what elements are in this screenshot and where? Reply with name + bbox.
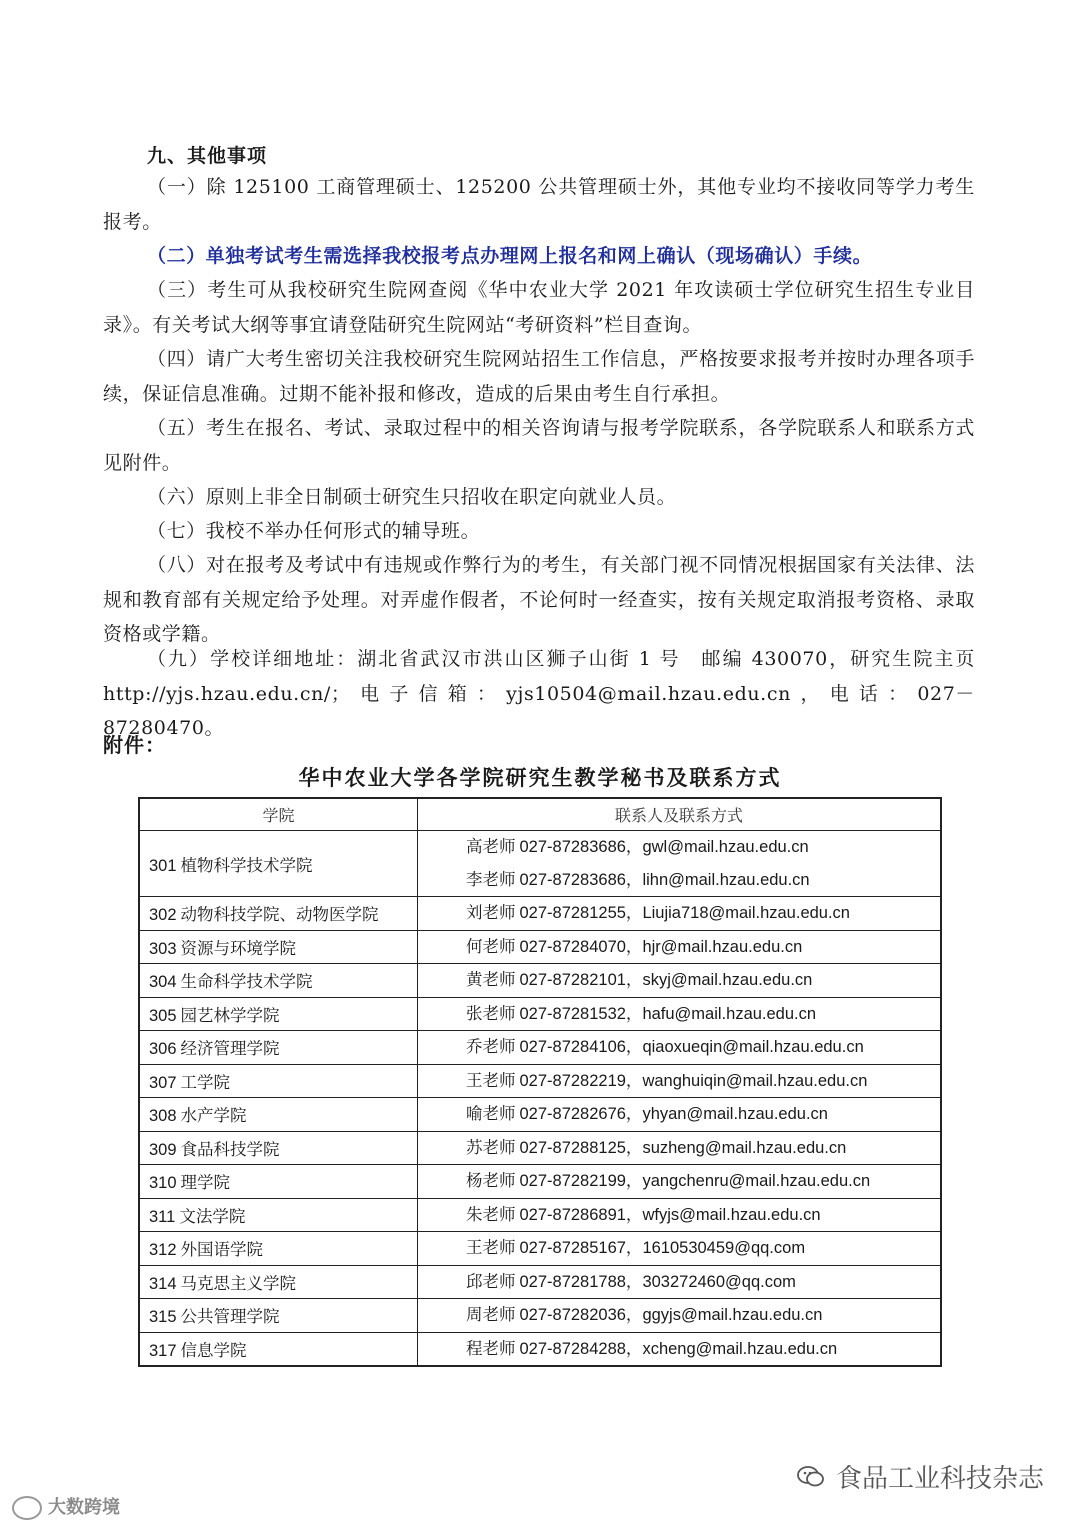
table-row [139, 1131, 941, 1165]
contact-phone: 027-87281532， [519, 1004, 643, 1023]
college-cell [139, 1031, 418, 1065]
contact-person: 李老师 [466, 869, 516, 889]
contact-email[interactable]: hjr@mail.hzau.edu.cn [642, 937, 803, 956]
watermark-left-text: 大数跨境 [48, 1497, 120, 1518]
college-cell [139, 1198, 418, 1232]
table-row [139, 1265, 941, 1299]
contact-line [466, 1266, 940, 1299]
college-cell [139, 930, 418, 964]
table-row [139, 1098, 941, 1132]
contact-cell [418, 897, 942, 931]
watermark-right-text: 食品工业科技杂志 [835, 1464, 1044, 1494]
contact-cell [418, 997, 942, 1031]
contact-email[interactable]: yhyan@mail.hzau.edu.cn [642, 1105, 828, 1123]
contact-cell [418, 831, 942, 897]
college-code: 311 [149, 1207, 176, 1226]
contact-phone: 027-87281255， [519, 904, 643, 922]
watermark-left [12, 1493, 120, 1520]
contact-person: 苏老师 [466, 1137, 516, 1157]
contact-line [466, 998, 940, 1031]
contact-person: 王老师 [466, 1238, 516, 1257]
college-code: 305 [149, 1006, 177, 1025]
table-body [139, 831, 941, 1367]
contact-cell [418, 1265, 942, 1299]
contact-person: 朱老师 [466, 1204, 516, 1224]
header-contact: 联系人及联系方式 [418, 798, 942, 831]
contact-person: 何老师 [466, 936, 516, 956]
contact-email[interactable]: wfyjs@mail.hzau.edu.cn [642, 1205, 821, 1224]
contact-phone: 027-87283686， [519, 870, 643, 889]
contact-cell [418, 1165, 942, 1199]
contact-line [466, 864, 940, 897]
contact-line [466, 897, 940, 930]
college-code: 317 [149, 1341, 177, 1360]
college-cell [139, 831, 418, 897]
contact-person: 周老师 [466, 1305, 516, 1324]
contact-phone: 027-87288125， [519, 1138, 643, 1157]
contact-phone: 027-87284288， [519, 1339, 643, 1358]
item-4: （四）请广大考生密切关注我校研究生院网站招生工作信息，严格按要求报考并按时办理各项手续，保证信息准确。过期不能补报和修改，造成的后果由考生自行承担。 [103, 348, 975, 405]
contact-cell [418, 964, 942, 998]
college-code: 306 [149, 1040, 177, 1059]
table-header-row [139, 798, 941, 831]
item-6: （六）原则上非全日制硕士研究生只招收在职定向就业人员。 [147, 486, 677, 508]
contact-phone: 027-87284106， [519, 1038, 643, 1056]
college-code: 315 [149, 1308, 177, 1327]
contact-cell [418, 1131, 942, 1165]
contact-email[interactable]: ggyjs@mail.hzau.edu.cn [642, 1306, 823, 1324]
contact-person: 邱老师 [466, 1271, 516, 1291]
item-9: （九）学校详细地址：湖北省武汉市洪山区狮子山街 1 号 邮编 430070，研究生院主页 http://yjs.hzau.edu.cn/；电子信箱：yjs10504@mail.hzau.edu.cn，电话：027－87280470。 [103, 648, 975, 739]
table-row [139, 1232, 941, 1266]
contact-person: 程老师 [466, 1338, 516, 1358]
table-row [139, 1165, 941, 1199]
table-row [139, 964, 941, 998]
college-code: 312 [149, 1241, 177, 1260]
item-8: （八）对在报考及考试中有违规或作弊行为的考生，有关部门视不同情况根据国家有关法律、法规和教育部有关规定给予处理。对弄虚作假者，不论何时一经查实，按有关规定取消报考资格、录取资格或学籍。 [103, 554, 975, 645]
contact-email[interactable]: lihn@mail.hzau.edu.cn [642, 870, 810, 889]
item-7: （七）我校不举办任何形式的辅导班。 [147, 520, 481, 542]
contact-person: 杨老师 [466, 1171, 516, 1190]
table-row [139, 897, 941, 931]
college-cell [139, 1299, 418, 1333]
college-code: 307 [149, 1073, 177, 1092]
contact-email[interactable]: skyj@mail.hzau.edu.cn [642, 971, 813, 989]
contact-line [466, 1098, 940, 1131]
table-row [139, 1332, 941, 1366]
contact-phone: 027-87281788， [519, 1272, 643, 1291]
college-cell [139, 964, 418, 998]
contact-phone: 027-87282101， [519, 971, 643, 989]
college-code: 302 [149, 906, 177, 925]
college-cell [139, 997, 418, 1031]
table-row [139, 1299, 941, 1333]
college-name: 信息学院 [180, 1340, 247, 1360]
contact-line [466, 1132, 940, 1165]
contact-person: 高老师 [466, 837, 516, 856]
watermark-right [796, 1458, 1044, 1495]
college-cell [139, 1265, 418, 1299]
table-title: 华中农业大学各学院研究生教学秘书及联系方式 [298, 765, 782, 790]
contact-cell [418, 1064, 942, 1098]
college-code: 310 [149, 1174, 177, 1193]
header-college: 学院 [139, 798, 418, 831]
table-row [139, 930, 941, 964]
contact-cell [418, 1031, 942, 1065]
contact-email[interactable]: suzheng@mail.hzau.edu.cn [642, 1138, 847, 1157]
contact-phone: 027-87283686， [519, 838, 643, 856]
contact-line [466, 931, 940, 964]
college-code: 314 [149, 1274, 177, 1293]
contact-cell [418, 1198, 942, 1232]
table-row [139, 997, 941, 1031]
college-name: 资源与环境学院 [180, 938, 297, 958]
college-name: 植物科学技术学院 [180, 855, 313, 875]
contact-person: 王老师 [466, 1070, 516, 1090]
college-cell [139, 1064, 418, 1098]
table-row [139, 1198, 941, 1232]
contact-person: 黄老师 [466, 970, 516, 989]
contact-email[interactable]: hafu@mail.hzau.edu.cn [642, 1004, 817, 1023]
college-name: 马克思主义学院 [180, 1273, 297, 1293]
contact-email[interactable]: yangchenru@mail.hzau.edu.cn [642, 1172, 871, 1190]
college-name: 工学院 [180, 1072, 231, 1092]
contact-phone: 027-87282036， [519, 1306, 643, 1324]
college-cell [139, 897, 418, 931]
college-code: 308 [149, 1107, 177, 1126]
contact-cell [418, 1299, 942, 1333]
table-row [139, 831, 941, 897]
item-5: （五）考生在报名、考试、录取过程中的相关咨询请与报考学院联系，各学院联系人和联系方式见附件。 [103, 417, 975, 474]
college-cell [139, 1098, 418, 1132]
item-1: （一）除 125100 工商管理硕士、125200 公共管理硕士外，其他专业均不接收同等学力考生报考。 [103, 176, 975, 233]
contact-phone: 027-87282219， [519, 1071, 643, 1090]
contact-line [466, 1031, 940, 1064]
contact-email[interactable]: 1610530459@qq.com [642, 1239, 806, 1257]
college-name: 食品科技学院 [180, 1139, 280, 1159]
contact-person: 张老师 [466, 1003, 516, 1023]
contacts-table [138, 797, 942, 1367]
college-name: 生命科学技术学院 [180, 972, 313, 992]
college-cell [139, 1332, 418, 1366]
contact-line [466, 1333, 940, 1366]
wechat-icon [796, 1464, 826, 1490]
contact-cell [418, 1232, 942, 1266]
contact-email[interactable]: 303272460@qq.com [642, 1272, 796, 1291]
contact-person: 喻老师 [466, 1104, 516, 1123]
contact-line [466, 1299, 940, 1332]
contact-phone: 027-87285167， [519, 1239, 643, 1257]
college-cell [139, 1165, 418, 1199]
contact-email[interactable]: Liujia718@mail.hzau.edu.cn [642, 904, 850, 922]
contact-cell [418, 1332, 942, 1366]
contact-phone: 027-87282676， [519, 1105, 643, 1123]
contact-line [466, 1199, 940, 1232]
item-3: （三）考生可从我校研究生院网查阅《华中农业大学 2021 年攻读硕士学位研究生招生专业目录》。有关考试大纲等事宜请登陆研究生院网站“考研资料”栏目查询。 [103, 279, 975, 336]
college-name: 经济管理学院 [180, 1039, 280, 1059]
contact-email[interactable]: wanghuiqin@mail.hzau.edu.cn [642, 1071, 868, 1090]
contact-line [466, 1065, 940, 1098]
contact-line [466, 831, 940, 864]
college-code: 301 [149, 856, 177, 875]
college-name: 理学院 [180, 1173, 231, 1193]
college-name: 水产学院 [180, 1106, 247, 1126]
college-name: 动物科技学院、动物医学院 [180, 905, 379, 925]
college-name: 文法学院 [179, 1206, 246, 1226]
table-row [139, 1064, 941, 1098]
college-cell [139, 1232, 418, 1266]
college-code: 303 [149, 939, 177, 958]
contact-phone: 027-87284070， [519, 937, 643, 956]
contact-line [466, 1165, 940, 1198]
college-name: 园艺林学学院 [180, 1005, 280, 1025]
contact-phone: 027-87282199， [519, 1172, 643, 1190]
college-code: 309 [149, 1140, 177, 1159]
item-2: （二）单独考试考生需选择我校报考点办理网上报名和网上确认（现场确认）手续。 [147, 245, 873, 267]
contact-cell [418, 930, 942, 964]
table-row [139, 1031, 941, 1065]
college-code: 304 [149, 973, 177, 992]
contact-line [466, 964, 940, 997]
contact-email[interactable]: qiaoxueqin@mail.hzau.edu.cn [642, 1038, 864, 1056]
contact-line [466, 1232, 940, 1265]
contact-email[interactable]: gwl@mail.hzau.edu.cn [642, 838, 809, 856]
contact-person: 乔老师 [466, 1037, 516, 1056]
college-name: 外国语学院 [180, 1240, 264, 1260]
college-name: 公共管理学院 [180, 1307, 280, 1327]
section-heading: 九、其他事项 [147, 145, 268, 167]
attachment-label: 附件： [103, 733, 166, 757]
college-cell [139, 1131, 418, 1165]
contact-person: 刘老师 [466, 903, 516, 922]
contact-email[interactable]: xcheng@mail.hzau.edu.cn [642, 1339, 838, 1358]
contact-phone: 027-87286891， [519, 1205, 643, 1224]
weibo-logo-icon [12, 1496, 42, 1520]
contact-cell [418, 1098, 942, 1132]
